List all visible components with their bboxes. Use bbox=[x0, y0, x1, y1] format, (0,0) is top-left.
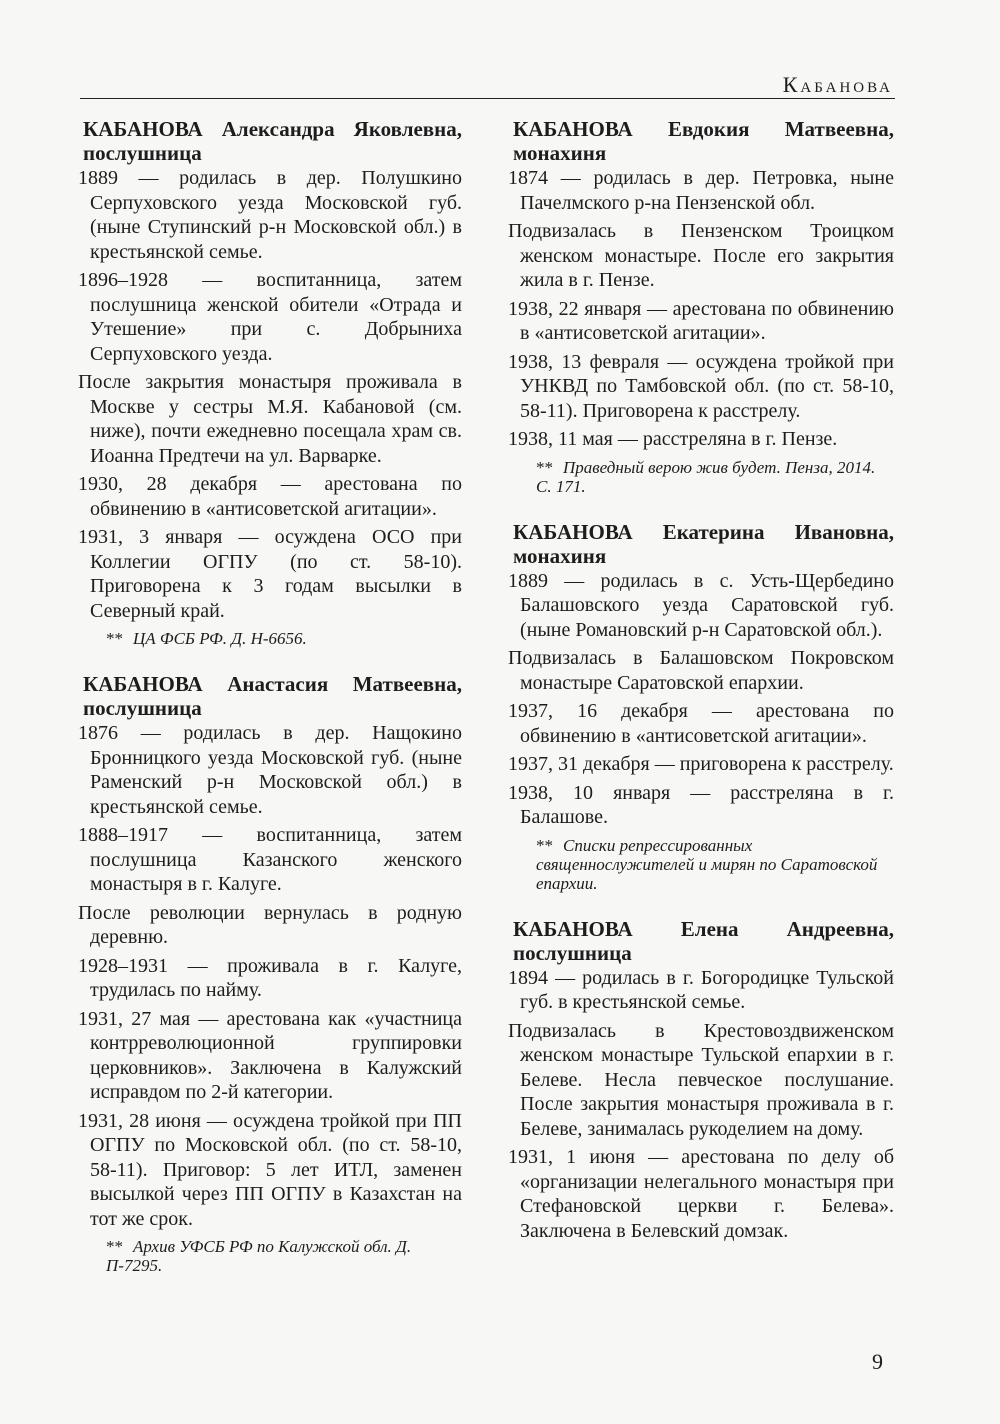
source-marker: ** bbox=[536, 835, 553, 855]
entry-surname: КАБАНОВА bbox=[83, 672, 203, 696]
left-column bbox=[78, 117, 462, 1299]
entry-paragraph: 1889 — родилась в с. Усть-Щербедино Балашовского уезда Саратовской губ. (ныне Романовский р-н Саратовской обл.). bbox=[508, 569, 894, 641]
running-title: Кабанова bbox=[782, 72, 893, 97]
entry-name-status: Анастасия Матвеевна, послушница bbox=[83, 672, 462, 720]
entry-kabanova-ekaterina bbox=[508, 520, 894, 893]
entry-name-status: Екатерина Ивановна, монахиня bbox=[513, 519, 895, 568]
entry-heading bbox=[83, 672, 462, 720]
entry-source bbox=[508, 836, 894, 893]
entry-paragraph: 1931, 28 июня — осуждена тройкой при ПП ОГПУ по Московской обл. (по ст. 58-10, 58-11). Приговор: 5 лет ИТЛ, заменен высылкой через ПП ОГПУ в Казахстан на тот же срок. bbox=[78, 1109, 462, 1230]
entry-paragraph: 1931, 27 мая — арестована как «участница контрреволюционной группировки церковников». Заключена в Калужский исправдом по 2-й категории. bbox=[78, 1007, 462, 1103]
entry-source bbox=[78, 1237, 462, 1275]
source-marker: ** bbox=[106, 1237, 123, 1256]
entry-paragraph: 1930, 28 декабря — арестована по обвинению в «антисоветской агитации». bbox=[78, 473, 462, 520]
entry-paragraph: 1931, 3 января — осуждена ОСО при Коллегии ОГПУ (по ст. 58-10). Приговорена к 3 годам высылки в Северный край. bbox=[78, 526, 462, 622]
entry-heading bbox=[83, 117, 462, 165]
entry-paragraph: 1938, 13 февраля — осуждена тройкой при УНКВД по Тамбовской обл. (по ст. 58-10, 58-11). Приговорена к расстрелу. bbox=[508, 350, 894, 422]
running-head bbox=[80, 58, 895, 99]
entry-name-status: Евдокия Матвеевна, монахиня bbox=[513, 117, 894, 165]
entry-paragraph: 1938, 22 января — арестована по обвинению в «антисоветской агитации». bbox=[508, 297, 894, 344]
entry-paragraph: 1876 — родилась в дер. Нащокино Бронницкого уезда Московской губ. (ныне Раменский р-н Московской обл.) в крестьянской семье. bbox=[78, 722, 462, 818]
entry-name-status: Елена Андреевна, послушница bbox=[513, 916, 895, 965]
entry-kabanova-aleksandra bbox=[78, 117, 462, 648]
entry-paragraph: 1938, 10 января — расстреляна в г. Балашове. bbox=[508, 781, 894, 828]
source-marker: ** bbox=[536, 457, 553, 477]
entry-heading bbox=[513, 117, 894, 165]
entry-surname: КАБАНОВА bbox=[513, 117, 633, 141]
entry-paragraph: После закрытия монастыря проживала в Москве у сестры М.Я. Кабановой (см. ниже), почти ежедневно посещала храм св. Иоанна Предтечи на ул. Варварке. bbox=[78, 371, 462, 467]
entry-paragraph: 1937, 16 декабря — арестована по обвинению в «антисоветской агитации». bbox=[508, 700, 894, 747]
right-column bbox=[508, 117, 894, 1267]
entry-source bbox=[508, 458, 894, 496]
entry-paragraph: 1937, 31 декабря — приговорена к расстрелу. bbox=[508, 753, 894, 775]
entry-paragraph: 1928–1931 — проживала в г. Калуге, трудилась по найму. bbox=[78, 954, 462, 1001]
entry-paragraph: 1931, 1 июня — арестована по делу об «организации нелегального монастыря при Стефановской церкви г. Белева». Заключена в Белевский домзак. bbox=[508, 1146, 894, 1242]
entry-name-status: Александра Яковлевна, послушница bbox=[83, 117, 462, 165]
entry-paragraph: 1889 — родилась в дер. Полушкино Серпуховского уезда Московской губ. (ныне Ступинский р-н Московской обл.) в крестьянской семье. bbox=[78, 167, 462, 263]
entry-paragraph: Подвизалась в Пензенском Троицком женском монастыре. После его закрытия жила в г. Пензе. bbox=[508, 220, 894, 291]
entry-surname: КАБАНОВА bbox=[513, 519, 633, 544]
entry-paragraph: 1896–1928 — воспитанница, затем послушница женской обители «Отрада и Утешение» при с. Добрыниха Серпуховского уезда. bbox=[78, 269, 462, 365]
source-marker: ** bbox=[106, 629, 123, 648]
entry-heading bbox=[513, 520, 894, 568]
entry-kabanova-anastasia bbox=[78, 672, 462, 1275]
source-text: ЦА ФСБ РФ. Д. Н-6656. bbox=[133, 629, 307, 648]
entry-paragraph: 1894 — родилась в г. Богородицке Тульской губ. в крестьянской семье. bbox=[508, 966, 894, 1013]
entry-paragraph: Подвизалась в Балашовском Покровском монастыре Саратовской епархии. bbox=[508, 647, 894, 694]
entry-kabanova-evdokia bbox=[508, 117, 894, 496]
entry-paragraph: После революции вернулась в родную деревню. bbox=[78, 901, 462, 948]
source-text: Списки репрессированных священнослужителей и мирян по Саратовской епархии. bbox=[536, 835, 878, 893]
source-text: Праведный верою жив будет. Пенза, 2014. С. 171. bbox=[536, 457, 876, 496]
entry-paragraph: Подвизалась в Крестовоздвиженском женском монастыре Тульской епархии в г. Белеве. Несла певческое послушание. После закрытия монастыря проживала в г. Белеве, занималась рукоделием на дому. bbox=[508, 1019, 894, 1140]
entry-kabanova-elena bbox=[508, 917, 894, 1244]
entry-surname: КАБАНОВА bbox=[513, 916, 633, 941]
entry-paragraph: 1874 — родилась в дер. Петровка, ныне Пачелмского р-на Пензенской обл. bbox=[508, 167, 894, 214]
entry-paragraph: 1938, 11 мая — расстреляна в г. Пензе. bbox=[508, 428, 838, 450]
page-number: 9 bbox=[872, 1349, 883, 1374]
source-text: Архив УФСБ РФ по Калужской обл. Д. П-7295. bbox=[106, 1237, 412, 1275]
entry-surname: КАБАНОВА bbox=[83, 117, 203, 141]
entry-paragraph: 1888–1917 — воспитанница, затем послушница Казанского женского монастыря в г. Калуге. bbox=[78, 824, 462, 895]
entry-heading bbox=[513, 917, 894, 965]
entry-source bbox=[78, 629, 462, 648]
